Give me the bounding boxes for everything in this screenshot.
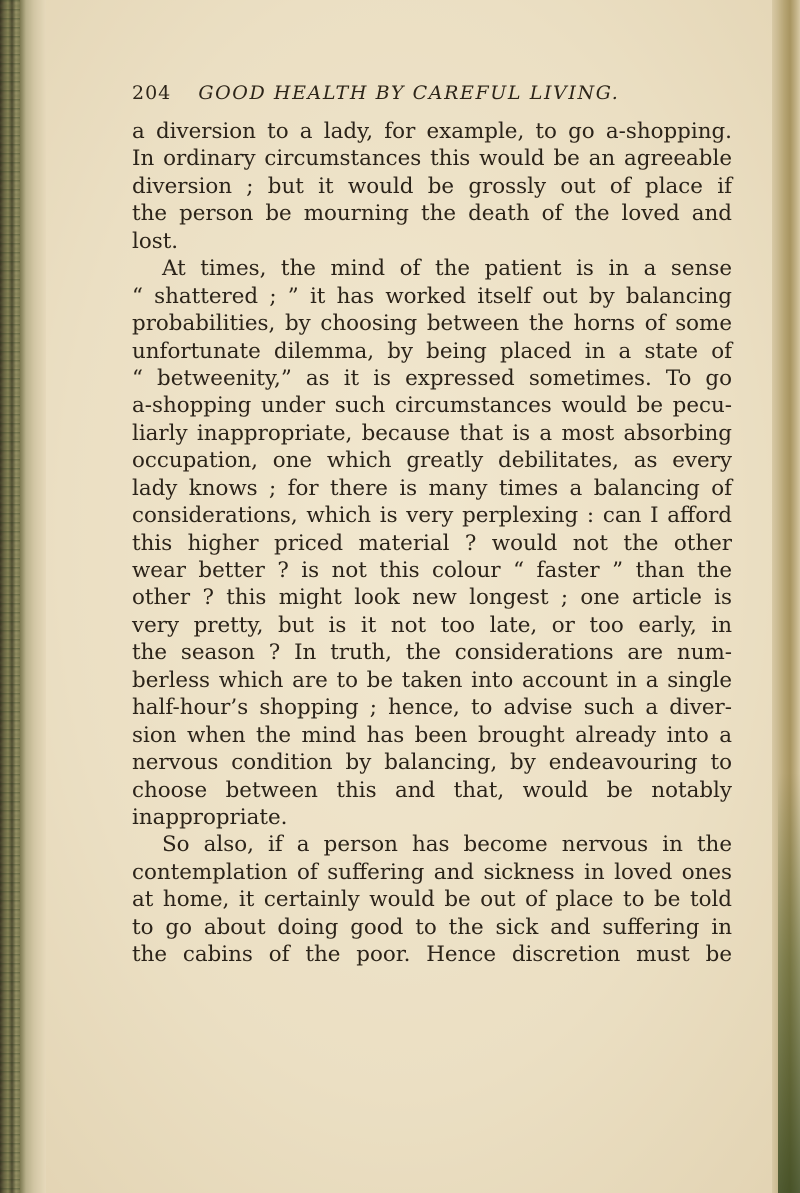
text-line: nervous condition by balancing, by endeavouring to [132, 750, 732, 776]
text-line: probabilities, by choosing between the horns of some [132, 311, 732, 337]
text-line: the season ? In truth, the considerations are num- [132, 640, 732, 666]
text-line: “ shattered ; ” it has worked itself out by balancing [132, 283, 732, 309]
text-line: the person be mourning the death of the loved and [132, 201, 732, 227]
running-title: GOOD HEALTH BY CAREFUL LIVING. [198, 82, 620, 104]
text-line: sion when the mind has been brought already into a [132, 722, 732, 748]
text-line: lost. [132, 228, 179, 254]
text-line: at home, it certainly would be out of place to be told [132, 887, 732, 913]
text-line: wear better ? is not this colour “ faster ” than the [132, 558, 732, 583]
text-line: very pretty, but is it not too late, or too early, in [132, 612, 732, 638]
text-line: liarly inappropriate, because that is a most absorbing [132, 420, 732, 446]
text-line: choose between this and that, would be notably [132, 777, 732, 803]
page-edge [772, 0, 800, 1193]
text-line: In ordinary circumstances this would be an agreeable [132, 146, 732, 172]
text-line: considerations, which is very perplexing : can I afford [132, 503, 732, 529]
text-line: berless which are to be taken into account in a single [132, 667, 732, 693]
text-line: So also, if a person has become nervous in the [162, 832, 732, 858]
text-line: “ betweenity,” as it is expressed sometimes. To go [132, 365, 732, 391]
text-line: contemplation of suffering and sickness in loved ones [132, 859, 732, 885]
page-number: 204 [132, 82, 172, 104]
text-line: lady knows ; for there is many times a balancing of [132, 475, 732, 501]
text-line: half-hour’s shopping ; hence, to advise such a diver- [132, 695, 732, 721]
text-line: unfortunate dilemma, by being placed in a state of [132, 338, 732, 364]
binding-gutter [0, 0, 46, 1193]
text-line: the cabins of the poor. Hence discretion must be [132, 942, 732, 968]
text-line: At times, the mind of the patient is in a sense [162, 256, 732, 282]
text-line: diversion ; but it would be grossly out of place if [132, 173, 732, 199]
text-line: inappropriate. [132, 804, 288, 830]
text-line: a-shopping under such circumstances would be pecu- [132, 393, 732, 419]
body-text [132, 118, 732, 969]
text-line: occupation, one which greatly debilitates, as every [132, 448, 732, 474]
text-line: to go about doing good to the sick and suffering in [132, 914, 732, 940]
text-line: this higher priced material ? would not the other [132, 530, 732, 556]
text-line: other ? this might look new longest ; one article is [132, 585, 732, 611]
text-line: a diversion to a lady, for example, to go a-shopping. [132, 119, 732, 144]
running-header [132, 82, 712, 112]
